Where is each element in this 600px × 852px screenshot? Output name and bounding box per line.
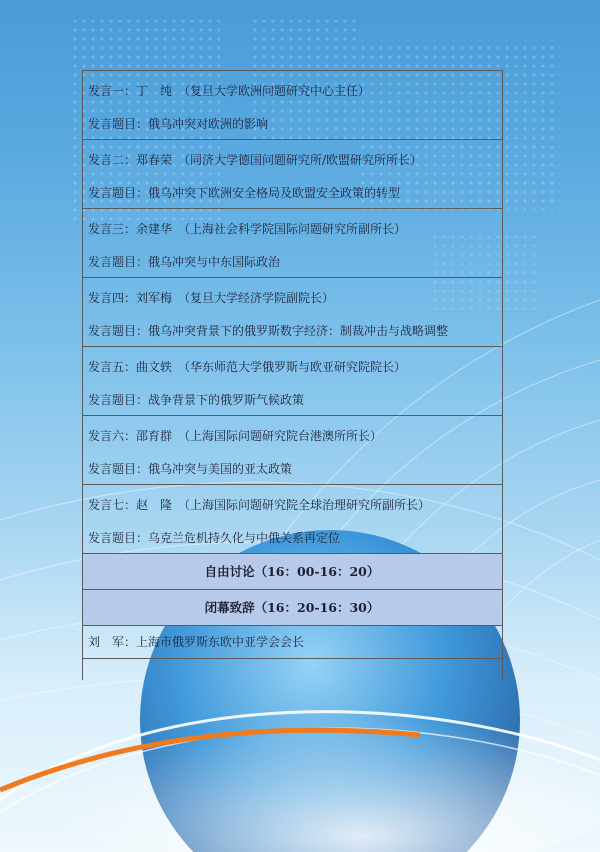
agenda-table: [82, 70, 502, 659]
speech-row: [82, 416, 502, 485]
speaker-line: 发言五：曲文轶 （华东师范大学俄罗斯与欧亚研究院院长）: [88, 360, 407, 374]
speech-row: [82, 140, 502, 209]
table-border-right: [502, 70, 503, 680]
closing-speaker: 刘 军：上海市俄罗斯东欧中亚学会会长: [88, 635, 305, 649]
free-discussion-heading: 自由讨论（16：00-16：20）: [82, 554, 502, 589]
speech-row: [82, 278, 502, 347]
closing-speaker-row: [82, 626, 502, 659]
speaker-line: 发言六：邵育群 （上海国际问题研究院台港澳所所长）: [88, 429, 383, 443]
speaker-line: 发言二：郑春荣 （同济大学德国问题研究所/欧盟研究所所长）: [88, 153, 423, 167]
topic-line: 发言题目：俄乌冲突背景下的俄罗斯数字经济：制裁冲击与战略调整: [88, 324, 449, 338]
topic-line: 发言题目：俄乌冲突与美国的亚太政策: [88, 462, 293, 476]
speaker-line: 发言七：赵 隆 （上海国际问题研究院全球治理研究所副所长）: [88, 498, 431, 512]
speaker-line: 发言三：余建华 （上海社会科学院国际问题研究所副所长）: [88, 222, 407, 236]
speech-row: [82, 485, 502, 554]
session-row: [82, 554, 502, 590]
topic-line: 发言题目：俄乌冲突下欧洲安全格局及欧盟安全政策的转型: [88, 186, 401, 200]
speaker-line: 发言四：刘军梅 （复旦大学经济学院副院长）: [88, 291, 335, 305]
speech-row: [82, 347, 502, 416]
topic-line: 发言题目：俄乌冲突对欧洲的影响: [88, 117, 269, 131]
speaker-line: 发言一：丁 纯 （复旦大学欧洲问题研究中心主任）: [88, 84, 371, 98]
topic-line: 发言题目：俄乌冲突与中东国际政治: [88, 255, 281, 269]
closing-remarks-heading: 闭幕致辞（16：20-16：30）: [82, 590, 502, 625]
table-border-left: [82, 70, 83, 680]
speech-row: [82, 209, 502, 278]
session-row: [82, 590, 502, 626]
speech-row: [82, 71, 502, 140]
topic-line: 发言题目：战争背景下的俄罗斯气候政策: [88, 393, 305, 407]
topic-line: 发言题目：乌克兰危机持久化与中俄关系再定位: [88, 531, 341, 545]
